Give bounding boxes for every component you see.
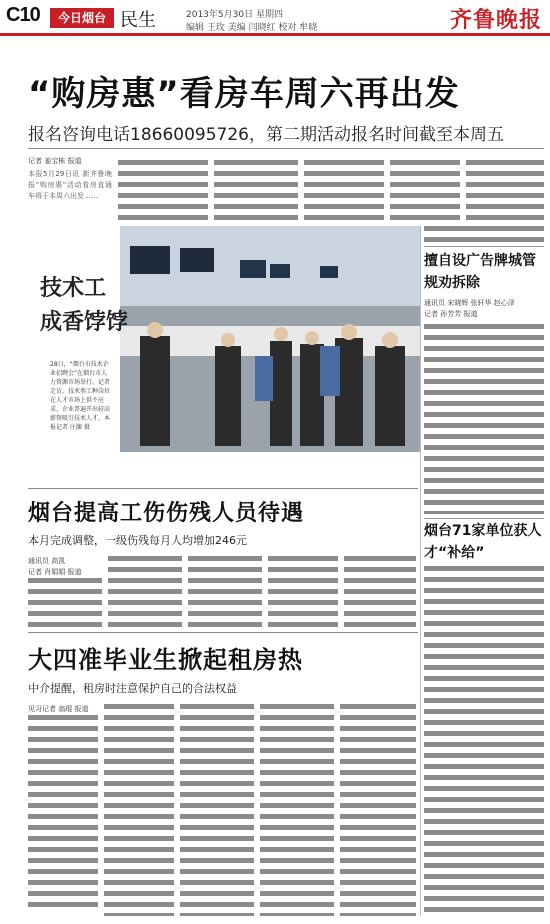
story2-col1: 通讯员 高凯 记者 肖娟娟 报道 [28,556,102,630]
masthead [0,0,550,36]
right-story1-body [424,324,544,514]
top-lead-text: 本报5月29日讯 新齐鲁晚报“购房惠”活动看房直通车将于本周六出发…… [28,170,112,200]
divider [424,518,544,519]
right-story1-title: 擅自设广告牌城管规劝拆除 [424,253,536,291]
newspaper-logo: 齐鲁晚报 [449,7,542,33]
story3-col2 [104,704,174,916]
story2-col2 [108,556,182,630]
photo-feature-title: 技术工 成香饽饽 [40,276,129,335]
right-story2-title: 烟台71家单位获人才“补给” [424,523,542,561]
editor-line: 编辑 王玫 美编 闫晓红 校对 牟晓 [186,23,318,33]
column-rule [420,226,421,916]
top-story-col5 [390,160,460,222]
divider [28,488,418,489]
story3-col3 [180,704,254,916]
news-photo [120,226,420,452]
story2-col5 [344,556,416,630]
story2-subhead: 本月完成调整，一级伤残每月人均增加246元 [28,534,247,547]
story2-headline: 烟台提高工伤伤残人员待遇 [28,501,305,526]
top-subhead: 报名咨询电话18660095726，第二期活动报名时间截至本周五 [28,125,504,145]
right-top-text [424,226,544,248]
issue-date: 2013年5月30日 星期四 [186,10,283,20]
top-byline: 记者 姜宝栋 报道 [28,157,82,165]
top-story-col3 [214,160,298,222]
divider [424,246,544,247]
divider [28,148,544,149]
top-story-col4 [304,160,384,222]
hall-scene-illustration [120,226,420,452]
top-story-col2 [118,160,208,222]
right-story1-byline: 通讯员 宋晓辉 张轩华 赵心泽 记者 孙芳芳 报道 [424,299,515,318]
story2-col4 [268,556,338,630]
story3-col5 [340,704,416,916]
photo-caption: 28日，“烟台市技术企业招聘会”在烟台市人力资源市场举行。记者走访，技术类工种岗位在人才市场上供不应求，企业普遍开出较高薪资吸引技术人才。本报记者 庄灏 摄 [50,361,111,431]
top-headline: “购房惠”看房车周六再出发 [28,74,460,114]
page-code: C10 [6,4,40,26]
story2-col3 [188,556,262,630]
story3-col1: 见习记者 翁琨 报道 [28,704,98,916]
story3-col4 [260,704,334,916]
top-story-col6 [466,160,544,222]
story3-subhead: 中介提醒，租房时注意保护自己的合法权益 [28,682,237,695]
section-name: 民生 [120,10,156,31]
story3-headline: 大四准毕业生掀起租房热 [28,646,303,674]
right-story2-body [424,566,544,916]
top-story-col1 [28,156,112,222]
section-box: 今日烟台 [50,8,114,28]
divider [28,632,418,633]
